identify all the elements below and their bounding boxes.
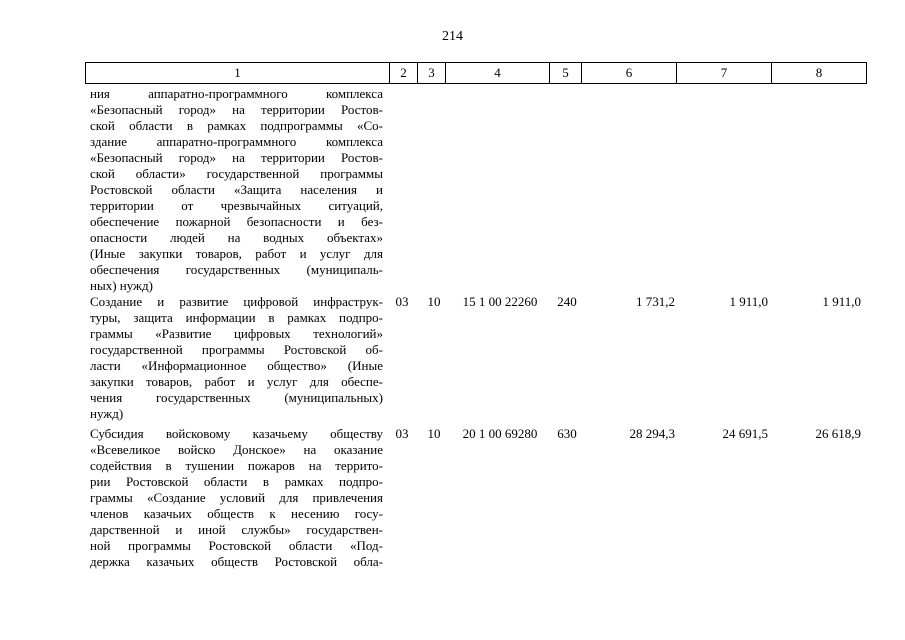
- description-line: дарственной и иной службы» государствен-: [90, 522, 383, 537]
- target-item-code: 15 1 00 22260: [462, 294, 538, 309]
- description-line: Создание и развитие цифровой инфраструк-: [90, 294, 383, 309]
- description-line: государственной программы Ростовской об-: [90, 342, 383, 357]
- description-line: закупки товаров, работ и услуг для обеспе-: [90, 374, 383, 389]
- description-line: держка казачьих обществ Ростовской обла-: [90, 554, 383, 569]
- column-header-4: 4: [446, 63, 550, 84]
- target-item-code: 20 1 00 69280: [462, 426, 538, 441]
- amount-col-7: 24 691,5: [722, 426, 768, 441]
- description-line: опасности людей на водных объектах»: [90, 230, 383, 245]
- amount-col-8: 1 911,0: [822, 294, 861, 309]
- description-line: граммы «Создание условий для привлечения: [90, 490, 383, 505]
- description-line: «Безопасный город» на территории Ростов-: [90, 150, 383, 165]
- description-line: содействия в тушении пожаров на террито-: [90, 458, 383, 473]
- description-line: ния аппаратно-программного комплекса: [90, 86, 383, 101]
- column-header-2: 2: [390, 63, 418, 84]
- description-line: «Всевеликое войско Донское» на оказание: [90, 442, 383, 457]
- description-line: территории от чрезвычайных ситуаций,: [90, 198, 383, 213]
- row-description: [90, 86, 383, 294]
- column-header-6: 6: [582, 63, 677, 84]
- column-header-8: 8: [772, 63, 867, 84]
- description-line: (Иные закупки товаров, работ и услуг для: [90, 246, 383, 261]
- column-header-5: 5: [550, 63, 582, 84]
- description-line: ных) нужд): [90, 278, 153, 293]
- description-line: ной программы Ростовской области «Под-: [90, 538, 383, 553]
- column-header-7: 7: [677, 63, 772, 84]
- section-code: 03: [395, 294, 409, 309]
- description-line: туры, защита информации в рамках подпро-: [90, 310, 383, 325]
- page-number: 214: [442, 29, 463, 44]
- description-line: обеспечение пожарной безопасности и без-: [90, 214, 383, 229]
- description-line: «Безопасный город» на территории Ростов-: [90, 102, 383, 117]
- column-header-row: [86, 63, 867, 84]
- amount-col-6: 28 294,3: [629, 426, 675, 441]
- section-code: 03: [395, 426, 409, 441]
- description-line: здание аппаратно-программного комплекса: [90, 134, 383, 149]
- description-line: обеспечения государственных (муниципаль-: [90, 262, 383, 277]
- description-line: ской области» государственной программы: [90, 166, 383, 181]
- description-line: ласти «Информационное общество» (Иные: [90, 358, 383, 373]
- description-line: Ростовской области «Защита населения и: [90, 182, 383, 197]
- amount-col-7: 1 911,0: [729, 294, 768, 309]
- column-header-1: 1: [86, 63, 390, 84]
- description-line: членов казачьих обществ к несению госу-: [90, 506, 383, 521]
- description-line: граммы «Развитие цифровых технологий»: [90, 326, 383, 341]
- amount-col-6: 1 731,2: [636, 294, 675, 309]
- description-line: рии Ростовской области в рамках подпро-: [90, 474, 383, 489]
- expense-type-code: 240: [557, 294, 577, 309]
- expense-type-code: 630: [557, 426, 577, 441]
- description-line: Субсидия войсковому казачьему обществу: [90, 426, 383, 441]
- column-header-table: [85, 62, 867, 84]
- description-line: ской области в рамках подпрограммы «Со-: [90, 118, 383, 133]
- amount-col-8: 26 618,9: [815, 426, 861, 441]
- description-line: чения государственных (муниципальных): [90, 390, 383, 405]
- row-description: [90, 426, 383, 570]
- column-header-3: 3: [418, 63, 446, 84]
- subsection-code: 10: [427, 426, 441, 441]
- subsection-code: 10: [427, 294, 441, 309]
- description-line: нужд): [90, 406, 124, 421]
- row-description: [90, 294, 383, 422]
